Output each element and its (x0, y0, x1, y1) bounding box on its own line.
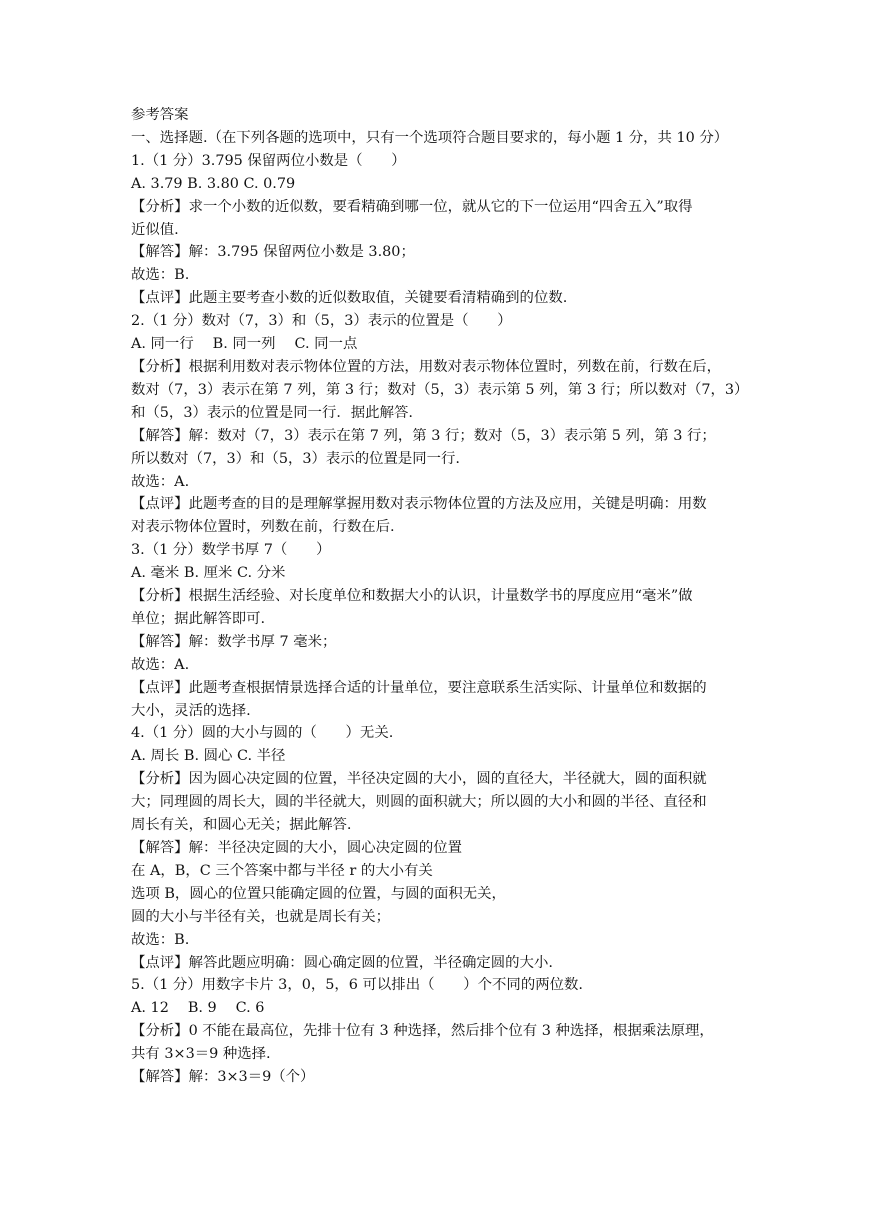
text-line: 【解答】解：3×3＝9（个） (131, 1069, 315, 1086)
text-line: 【解答】解：数对（7，3）表示在第 7 列，第 3 行；数对（5，3）表示第 5 列，第 3 行； (131, 427, 716, 444)
text-line: 近似值. (131, 221, 179, 238)
text-line: A. 12 B. 9 C. 6 (131, 1000, 265, 1017)
text-line: 【解答】解：3.795 保留两位小数是 3.80； (131, 244, 415, 261)
text-line: 故选：B. (131, 931, 190, 948)
text-line: 【分析】根据利用数对表示物体位置的方法，用数对表示物体位置时，列数在前，行数在后， (131, 358, 722, 375)
text-line: 故选：A. (131, 473, 190, 490)
text-line: 【点评】此题主要考查小数的近似数取值，关键要看清精确到的位数. (131, 290, 568, 307)
answer-body (131, 150, 749, 1089)
text-line: 对表示物体位置时，列数在前，行数在后. (131, 519, 395, 536)
text-line: 大；同理圆的周长大，圆的半径就大，则圆的面积就大；所以圆的大小和圆的半径、直径和 (131, 794, 707, 811)
text-line: 故选：A. (131, 656, 190, 673)
text-line: 【分析】因为圆心决定圆的位置，半径决定圆的大小，圆的直径大，半径就大，圆的面积就 (131, 771, 707, 788)
text-line: 5.（1 分）用数字卡片 3，0，5，6 可以排出（ ）个不同的两位数. (131, 977, 583, 994)
text-line: 故选：B. (131, 267, 190, 284)
section-title: 一、选择题.（在下列各题的选项中，只有一个选项符合题目要求的，每小题 1 分，共 10 分） (131, 129, 729, 146)
text-line: 共有 3×3＝9 种选择. (131, 1046, 271, 1063)
text-line: 在 A，B，C 三个答案中都与半径 r 的大小有关 (131, 862, 433, 879)
text-line: 【点评】此题考查根据情景选择合适的计量单位，要注意联系生活实际、计量单位和数据的 (131, 679, 707, 696)
text-line: 选项 B，圆心的位置只能确定圆的位置，与圆的面积无关， (131, 885, 506, 902)
text-line: A. 3.79 B. 3.80 C. 0.79 (131, 175, 296, 192)
text-line: 【点评】解答此题应明确：圆心确定圆的位置，半径确定圆的大小. (131, 954, 553, 971)
text-line: 【点评】此题考查的目的是理解掌握用数对表示物体位置的方法及应用，关键是明确：用数 (131, 496, 707, 513)
text-line: 大小，灵活的选择. (131, 702, 251, 719)
text-line: 1.（1 分）3.795 保留两位小数是（ ） (131, 152, 406, 169)
text-line: 【分析】0 不能在最高位，先排十位有 3 种选择，然后排个位有 3 种选择，根据乘法原理， (131, 1023, 714, 1040)
text-line: 【解答】解：半径决定圆的大小，圆心决定圆的位置 (131, 840, 462, 856)
text-line: 【解答】解：数学书厚 7 毫米； (131, 633, 337, 650)
text-line: 数对（7，3）表示在第 7 列，第 3 行；数对（5，3）表示第 5 列，第 3 行；所以数对（7，3） (131, 381, 749, 398)
text-line: 圆的大小与半径有关，也就是周长有关； (131, 908, 391, 925)
text-line: A. 同一行 B. 同一列 C. 同一点 (131, 336, 358, 353)
text-line: A. 周长 B. 圆心 C. 半径 (131, 748, 286, 765)
text-line: A. 毫米 B. 厘米 C. 分米 (131, 565, 286, 582)
text-line: 3.（1 分）数学书厚 7（ ） (131, 542, 331, 559)
answer-document (131, 104, 749, 1089)
text-line: 周长有关，和圆心无关；据此解答. (131, 817, 352, 834)
text-line: 所以数对（7，3）和（5，3）表示的位置是同一行. (131, 450, 461, 467)
text-line: 和（5，3）表示的位置是同一行．据此解答. (131, 404, 413, 421)
text-line: 4.（1 分）圆的大小与圆的（ ）无关. (131, 725, 394, 742)
text-line: 单位；据此解答即可. (131, 610, 266, 627)
text-line: 【分析】求一个小数的近似数，要看精确到哪一位，就从它的下一位运用“四舍五入”取得 (131, 198, 693, 215)
document-heading: 参考答案 (131, 107, 189, 123)
text-line: 2.（1 分）数对（7，3）和（5，3）表示的位置是（ ） (131, 313, 512, 330)
text-line: 【分析】根据生活经验、对长度单位和数据大小的认识，计量数学书的厚度应用“毫米”做 (131, 588, 693, 605)
